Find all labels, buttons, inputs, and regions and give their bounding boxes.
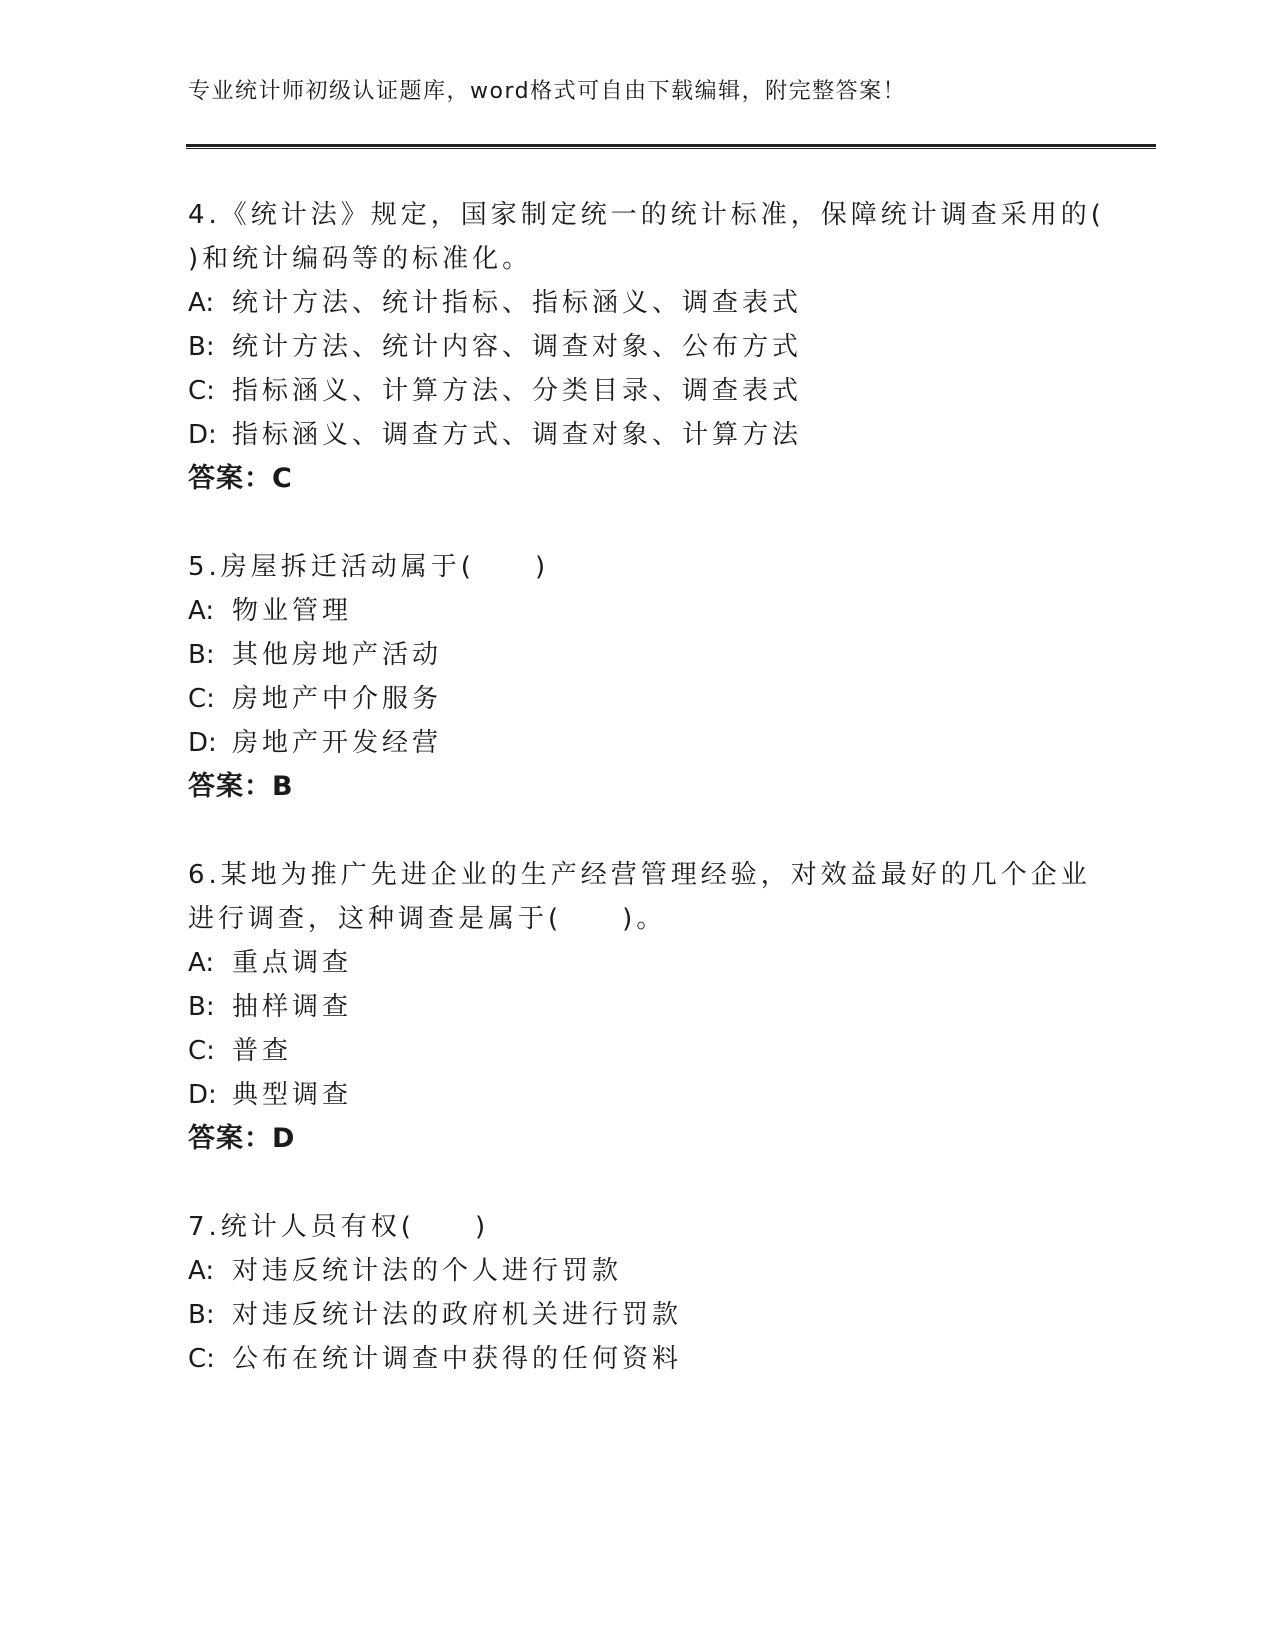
option-letter: A: bbox=[188, 288, 215, 318]
option-letter: C: bbox=[188, 376, 215, 406]
option-letter: A: bbox=[188, 948, 215, 978]
question-6-option-a bbox=[188, 946, 352, 980]
question-6-stem-line-2: 进行调查，这种调查是属于( )。 bbox=[188, 904, 667, 934]
question-6-answer: 答案：D bbox=[188, 1123, 296, 1154]
option-letter: C: bbox=[188, 1344, 215, 1374]
option-text: 普查 bbox=[232, 1036, 293, 1066]
question-5-answer: 答案：B bbox=[188, 771, 294, 802]
option-text: 对违反统计法的个人进行罚款 bbox=[232, 1256, 623, 1286]
question-7-option-a bbox=[188, 1254, 622, 1288]
option-letter: A: bbox=[188, 596, 215, 626]
option-text: 其他房地产活动 bbox=[232, 640, 443, 670]
option-text: 统计方法、统计指标、指标涵义、调查表式 bbox=[232, 288, 803, 318]
question-6-option-d bbox=[188, 1078, 352, 1112]
question-7-stem-line-1: 7.统计人员有权( ) bbox=[188, 1212, 490, 1242]
question-6-option-c bbox=[188, 1034, 292, 1068]
option-letter: B: bbox=[188, 640, 215, 670]
option-text: 抽样调查 bbox=[232, 992, 353, 1022]
option-letter: A: bbox=[188, 1256, 215, 1286]
question-5-option-a bbox=[188, 594, 352, 628]
option-text: 房地产中介服务 bbox=[232, 684, 443, 714]
option-text: 重点调查 bbox=[232, 948, 353, 978]
question-5-option-c bbox=[188, 682, 442, 716]
question-4-stem-line-2: )和统计编码等的标准化。 bbox=[188, 244, 533, 274]
question-5-option-d bbox=[188, 726, 442, 760]
option-letter: D: bbox=[188, 728, 217, 758]
header-note: 专业统计师初级认证题库，word格式可自由下载编辑，附完整答案！ bbox=[188, 79, 907, 104]
option-letter: D: bbox=[188, 1080, 217, 1110]
header-divider bbox=[186, 144, 1156, 149]
question-4-option-a bbox=[188, 286, 802, 320]
question-4-stem-line-1: 4.《统计法》规定，国家制定统一的统计标准，保障统计调查采用的( bbox=[188, 200, 1105, 230]
option-letter: B: bbox=[188, 332, 215, 362]
option-text: 对违反统计法的政府机关进行罚款 bbox=[232, 1300, 683, 1330]
option-text: 典型调查 bbox=[232, 1080, 353, 1110]
option-letter: B: bbox=[188, 1300, 215, 1330]
question-6-option-b bbox=[188, 990, 352, 1024]
question-7-option-c bbox=[188, 1342, 682, 1376]
question-4-option-d bbox=[188, 418, 802, 452]
option-letter: D: bbox=[188, 420, 217, 450]
question-6-stem-line-1: 6.某地为推广先进企业的生产经营管理经验，对效益最好的几个企业 bbox=[188, 860, 1091, 890]
option-text: 统计方法、统计内容、调查对象、公布方式 bbox=[232, 332, 803, 362]
option-letter: B: bbox=[188, 992, 215, 1022]
option-letter: C: bbox=[188, 684, 215, 714]
question-5-option-b bbox=[188, 638, 442, 672]
question-7-option-b bbox=[188, 1298, 682, 1332]
option-text: 指标涵义、调查方式、调查对象、计算方法 bbox=[232, 420, 803, 450]
question-4-option-c bbox=[188, 374, 802, 408]
question-5-stem-line-1: 5.房屋拆迁活动属于( ) bbox=[188, 552, 550, 582]
option-text: 房地产开发经营 bbox=[232, 728, 443, 758]
option-text: 公布在统计调查中获得的任何资料 bbox=[232, 1344, 683, 1374]
question-4-option-b bbox=[188, 330, 802, 364]
option-text: 指标涵义、计算方法、分类目录、调查表式 bbox=[232, 376, 803, 406]
option-letter: C: bbox=[188, 1036, 215, 1066]
question-4-answer: 答案：C bbox=[188, 463, 293, 494]
option-text: 物业管理 bbox=[232, 596, 353, 626]
